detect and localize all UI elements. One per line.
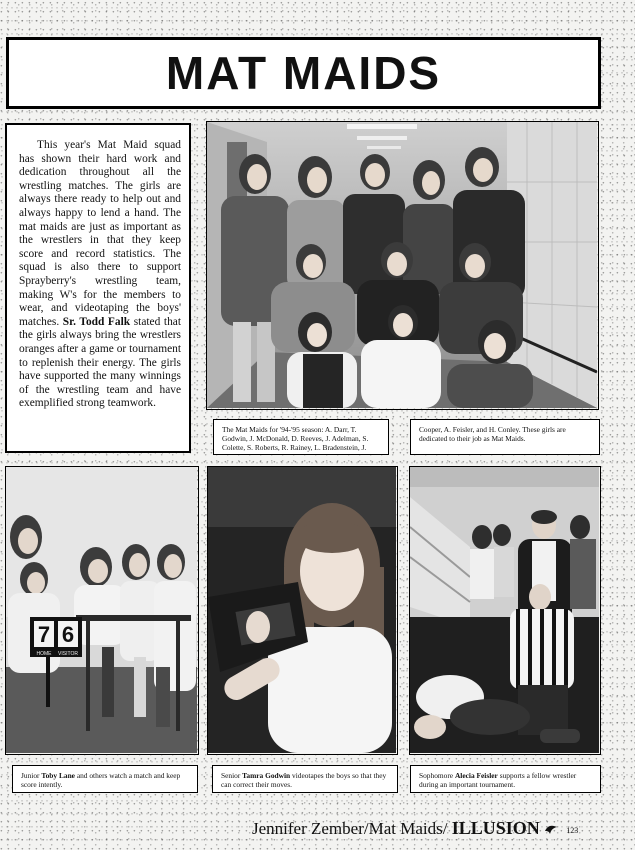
caption-score-table-name: Toby Lane [41, 771, 75, 780]
page-title: MAT MAIDS [165, 47, 442, 99]
scoreboard-home-label: HOME [36, 651, 52, 657]
caption-score-table-prefix: Junior [21, 771, 40, 780]
score-table-photo [5, 466, 199, 755]
score-table-image [6, 467, 197, 753]
story-text-rest: stated that the girls always bring the wrestlers oranges after a game or tournament to replenish their energy. The girls have supported the many winnings of the wrestling team and have exemplified strong teamwork. [19, 315, 181, 410]
group-caption-left-text: The Mat Maids for '94-'95 season: A. Darr, T. Godwin, J. McDonald, D. Reeves, J. Adelman, S. Colette, S. Roberts, R. Rainey, L. Bradenstein, J. [222, 425, 369, 452]
story-text [19, 139, 181, 411]
caption-videotape-name: Tamra Godwin [242, 771, 291, 780]
caption-wrestling [410, 765, 601, 793]
story-box [5, 123, 191, 453]
group-caption-left [213, 419, 389, 455]
footer-bird-icon [544, 820, 558, 840]
wrestling-photo [409, 466, 601, 755]
footer-credit: Jennifer Zember/Mat Maids/ [252, 819, 448, 838]
group-caption-right [410, 419, 600, 455]
scoreboard-visitor-label: VISITOR [58, 651, 78, 657]
wrestling-image [410, 467, 599, 753]
caption-videotape [212, 765, 398, 793]
page-number: 123 [566, 825, 579, 835]
caption-wrestling-prefix: Sophomore [419, 771, 454, 780]
videotape-image [208, 467, 396, 753]
group-photo-image [207, 122, 597, 408]
group-caption-right-text: Cooper, A. Feisler, and H. Conley. These girls are dedicated to their job as Mat Maids. [419, 425, 566, 443]
caption-score-table-rest: and others watch a match and keep score intently. [21, 771, 181, 789]
caption-videotape-prefix: Senior [221, 771, 241, 780]
scoreboard-visitor-score: 6 [61, 622, 75, 647]
story-text-intro: This year's Mat Maid squad has shown their hard work and dedication throughout all the wrestling matches. The girls are always there ready to help out and always happy to lend a hand. The mat maids are just as important as the wrestlers in that they keep score and record statistics. The squad is also there to support Sprayberry's wrestling team, making W's for the members to wear, and videotaping the boys' matches. [19, 139, 181, 328]
scoreboard-home-score: 7 [37, 622, 51, 647]
caption-wrestling-rest: supports a fellow wrestler during an important tournament. [419, 771, 577, 789]
story-quoted-name: Sr. Todd Falk [62, 315, 131, 328]
page-footer [252, 818, 578, 840]
caption-score-table [12, 765, 198, 793]
group-photo [206, 121, 599, 410]
caption-videotape-rest: videotapes the boys so that they can correct their moves. [221, 771, 387, 789]
page-title-box [6, 37, 601, 109]
videotape-photo [207, 466, 398, 755]
caption-wrestling-name: Alecia Feisler [454, 771, 498, 780]
footer-brand: ILLUSION [451, 818, 540, 838]
